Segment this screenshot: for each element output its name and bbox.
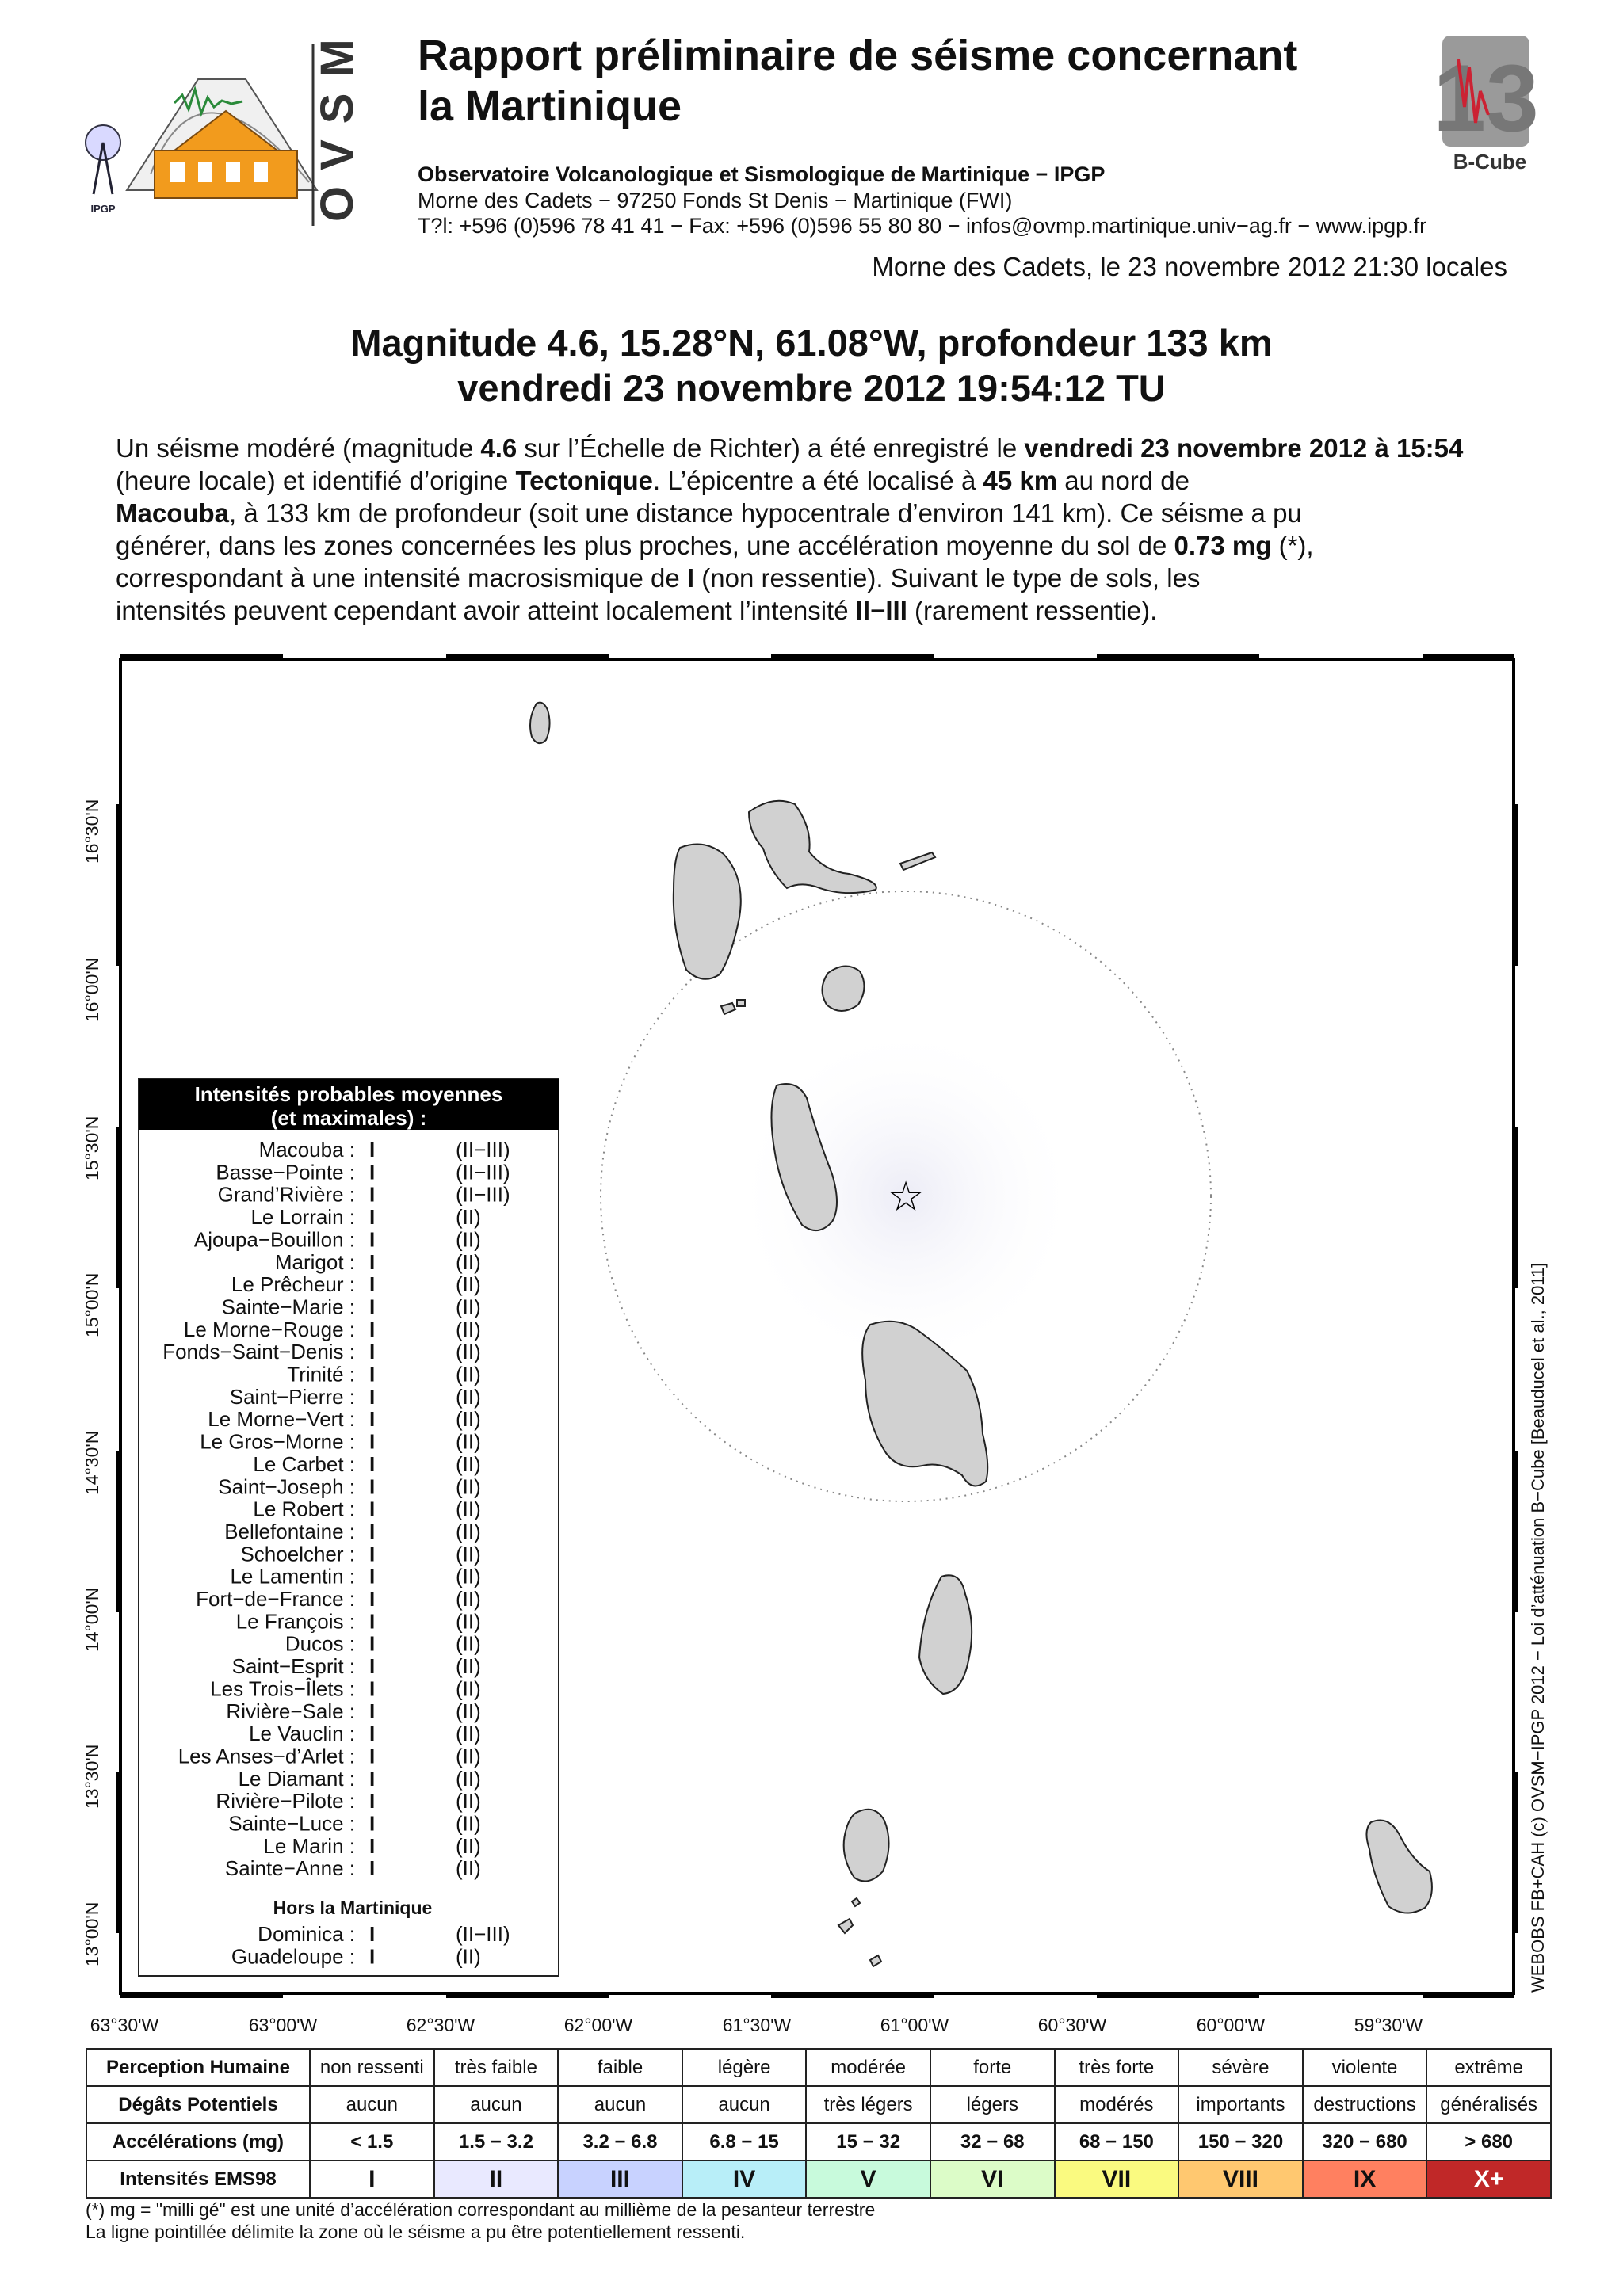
ems98-intensity-table [86, 2048, 1552, 2199]
perception-label: Perception Humaine [86, 2049, 310, 2086]
legend-intensity-max: (II) [456, 1249, 481, 1274]
legend-intensity-max: (II) [456, 1407, 481, 1432]
intensity-cell: IV [682, 2161, 807, 2198]
intensity-cell: II [434, 2161, 559, 2198]
intensity-cell: VI [930, 2161, 1055, 2198]
lat-label-14-30: 14°30'N [82, 1430, 102, 1495]
lat-label-16-30: 16°30'N [82, 799, 102, 864]
legend-intensity-value: I [369, 1295, 376, 1319]
intensity-cell: IX [1303, 2161, 1427, 2198]
legend-intensity-value: I [369, 1519, 376, 1543]
legend-intensity-max: (II−III) [456, 1160, 510, 1184]
legend-location-name: Basse−Pointe : [216, 1160, 355, 1184]
legend-intensity-max: (II) [456, 1744, 481, 1768]
intensity-cell: I [310, 2161, 434, 2198]
lon-label-62-00: 62°00'W [563, 2015, 633, 2035]
lat-label-13-30: 13°30'N [82, 1744, 102, 1809]
lon-label-59-30: 59°30'W [1354, 2015, 1423, 2035]
observatory-name: Observatoire Volcanologique et Sismologique de Martinique − IPGP [418, 162, 1106, 186]
legend-intensity-max: (II) [456, 1340, 481, 1364]
legend-intensity-max: (II) [456, 1631, 481, 1656]
intensity-cell: V [806, 2161, 930, 2198]
headline-magnitude: Magnitude 4.6, 15.28°N, 61.08°W, profondeur 133 km [350, 322, 1273, 364]
island-montserrat [530, 703, 550, 744]
acceleration-row [86, 2123, 1551, 2161]
epicenter-star-icon: ☆ [887, 1173, 925, 1221]
legend-location-name: Rivière−Pilote : [216, 1789, 355, 1814]
table-cell: > 680 [1426, 2123, 1551, 2161]
island-saint-vincent [844, 1810, 889, 1882]
legend-intensity-value: I [369, 1227, 376, 1252]
legend-intensity-max: (II) [456, 1295, 481, 1319]
legend-location-name: Le Morne−Rouge : [183, 1317, 355, 1341]
table-cell: forte [930, 2049, 1055, 2086]
legend-intensity-value: I [369, 1944, 376, 1969]
intensity-cell: X+ [1426, 2161, 1551, 2198]
legend-intensity-max: (II−III) [456, 1138, 510, 1161]
legend-intensity-value: I [369, 1789, 376, 1814]
table-cell: aucun [310, 2086, 434, 2123]
headline-date: vendredi 23 novembre 2012 19:54:12 TU [457, 367, 1166, 409]
table-cell: 32 − 68 [930, 2123, 1055, 2161]
legend-location-name: Macouba : [258, 1138, 355, 1161]
legend-intensity-value: I [369, 1856, 376, 1881]
legend-intensity-max: (II) [456, 1654, 481, 1679]
damage-row [86, 2086, 1551, 2123]
lon-label-61-00: 61°00'W [880, 2015, 949, 2035]
legend-location-name: Trinité : [287, 1362, 355, 1386]
legend-location-name: Le François : [235, 1609, 355, 1634]
footnote-mg: (*) mg = "milli gé" est une unité d’accélération correspondant au millième de la pesanteur terrestre [86, 2199, 876, 2220]
table-cell: 6.8 − 15 [682, 2123, 807, 2161]
table-cell: aucun [434, 2086, 559, 2123]
legend-intensity-value: I [369, 1160, 376, 1184]
legend-intensity-max: (II) [456, 1317, 481, 1341]
legend-intensity-max: (II) [456, 1227, 481, 1252]
table-cell: 1.5 − 3.2 [434, 2123, 559, 2161]
legend-location-name: Les Anses−d’Arlet : [178, 1744, 355, 1768]
legend-intensity-value: I [369, 1722, 376, 1746]
table-cell: 320 − 680 [1303, 2123, 1427, 2161]
legend-location-name: Les Trois−Îlets : [210, 1676, 355, 1701]
lat-label-13-00: 13°00'N [82, 1901, 102, 1966]
lon-label-60-30: 60°30'W [1037, 2015, 1107, 2035]
legend-intensity-max: (II) [456, 1272, 481, 1297]
legend-title-line-2: (et maximales) : [270, 1106, 427, 1130]
footnote-dotted-line: La ligne pointillée délimite la zone où le séisme a pu être potentiellement ressenti. [86, 2222, 746, 2242]
legend-intensity-max: (II) [456, 1564, 481, 1589]
lon-label-61-30: 61°30'W [722, 2015, 792, 2035]
legend-intensity-max: (II) [456, 1833, 481, 1858]
legend-intensity-max: (II) [456, 1497, 481, 1521]
legend-location-name: Le Morne−Vert : [208, 1407, 355, 1432]
legend-intensity-value: I [369, 1744, 376, 1768]
legend-location-name: Sainte−Anne : [224, 1856, 355, 1881]
legend-intensity-value: I [369, 1317, 376, 1341]
perception-row [86, 2049, 1551, 2086]
legend-intensity-value: I [369, 1631, 376, 1656]
intensity-cell: III [558, 2161, 682, 2198]
legend-intensity-max: (II) [456, 1722, 481, 1746]
table-cell: < 1.5 [310, 2123, 434, 2161]
lon-label-63-30: 63°30'W [90, 2015, 159, 2035]
legend-intensity-value: I [369, 1811, 376, 1836]
lat-label-16-00: 16°00'N [82, 957, 102, 1022]
legend-location-name: Guadeloupe : [231, 1944, 355, 1969]
table-cell: aucun [558, 2086, 682, 2123]
legend-intensity-value: I [369, 1676, 376, 1701]
table-cell: importants [1178, 2086, 1303, 2123]
table-cell: très faible [434, 2049, 559, 2086]
intensity-row [86, 2161, 1551, 2198]
legend-location-name: Saint−Pierre : [229, 1384, 355, 1409]
event-description: Un séisme modéré (magnitude 4.6 sur l’Échelle de Richter) a été enregistré le vendredi 23 novembre 2012 à 15:54 (heure locale) et identifié d’origine Tectonique. L’épicentre a été localisé à 45 km au nord de Macouba, à 133 km de profondeur (soit une distance hypocentrale d’environ 141 km). Ce séisme a pu générer, dans les zones concernées les plus proches, une accélération moyenne du sol de 0.73 mg (*), correspondant à une intensité macrosismique de I (non ressentie). Suivant le type de sols, les intensités peuvent cependant avoir atteint localement l’intensité II−III (rarement ressentie). [116, 433, 1464, 625]
legend-title-line-1: Intensités probables moyennes [194, 1082, 503, 1106]
legend-intensity-value: I [369, 1609, 376, 1634]
legend-intensity-max: (II) [456, 1699, 481, 1723]
table-cell: 150 − 320 [1178, 2123, 1303, 2161]
lat-label-14-00: 14°00'N [82, 1587, 102, 1652]
legend-intensity-max: (II) [456, 1474, 481, 1499]
legend-intensity-max: (II) [456, 1519, 481, 1543]
lon-label-63-00: 63°00'W [248, 2015, 318, 2035]
table-cell: très forte [1055, 2049, 1179, 2086]
table-cell: modérée [806, 2049, 930, 2086]
legend-intensity-max: (II) [456, 1429, 481, 1454]
legend-location-name: Saint−Joseph : [218, 1474, 355, 1499]
legend-location-name: Le Robert : [253, 1497, 355, 1521]
table-cell: destructions [1303, 2086, 1427, 2123]
legend-location-name: Le Lamentin : [230, 1564, 355, 1589]
legend-intensity-max: (II) [456, 1542, 481, 1566]
legend-intensity-value: I [369, 1340, 376, 1364]
damage-label: Dégâts Potentiels [86, 2086, 310, 2123]
legend-intensity-value: I [369, 1587, 376, 1611]
legend-location-name: Le Lorrain : [250, 1205, 355, 1230]
lat-label-15-00: 15°00'N [82, 1272, 102, 1337]
legend-intensity-max: (II) [456, 1811, 481, 1836]
report-title-line-1: Rapport préliminaire de séisme concernant [418, 32, 1298, 79]
lon-label-60-00: 60°00'W [1196, 2015, 1266, 2035]
legend-intensity-value: I [369, 1205, 376, 1230]
legend-intensity-value: I [369, 1182, 376, 1207]
legend-intensity-value: I [369, 1249, 376, 1274]
legend-intensity-max: (II) [456, 1789, 481, 1814]
legend-location-name: Le Diamant : [238, 1766, 355, 1791]
observatory-address: Morne des Cadets − 97250 Fonds St Denis − Martinique (FWI) [418, 189, 1013, 212]
legend-location-name: Le Carbet : [253, 1451, 355, 1476]
legend-intensity-value: I [369, 1922, 376, 1946]
legend-intensity-value: I [369, 1833, 376, 1858]
table-cell: 15 − 32 [806, 2123, 930, 2161]
legend-location-name: Le Prêcheur : [231, 1272, 355, 1297]
legend-intensity-max: (II) [456, 1205, 481, 1230]
table-cell: légers [930, 2086, 1055, 2123]
legend-intensity-max: (II−III) [456, 1922, 510, 1946]
legend-location-name: Le Gros−Morne : [200, 1429, 355, 1454]
legend-intensity-max: (II−III) [456, 1182, 510, 1207]
legend-intensity-value: I [369, 1654, 376, 1679]
legend-intensity-max: (II) [456, 1451, 481, 1476]
legend-location-name: Sainte−Marie : [221, 1295, 355, 1319]
legend-intensity-value: I [369, 1384, 376, 1409]
legend-intensity-value: I [369, 1766, 376, 1791]
legend-intensity-max: (II) [456, 1384, 481, 1409]
legend-intensity-max: (II) [456, 1856, 481, 1881]
svg-text:13: 13 [1433, 45, 1539, 151]
legend-location-name: Schoelcher : [240, 1542, 355, 1566]
table-cell: extrême [1426, 2049, 1551, 2086]
legend-location-name: Rivière−Sale : [226, 1699, 355, 1723]
legend-location-name: Fort−de−France : [196, 1587, 355, 1611]
legend-location-name: Dominica : [258, 1922, 355, 1946]
svg-text:OVSM: OVSM [311, 32, 363, 222]
legend-location-name: Ducos : [285, 1631, 355, 1656]
observatory-contact: T?l: +596 (0)596 78 41 41 − Fax: +596 (0)596 55 80 80 − infos@ovmp.martinique.univ−ag.fr − www.ipgp.fr [418, 214, 1427, 238]
intensity-cell: VII [1055, 2161, 1179, 2198]
svg-text:IPGP: IPGP [90, 203, 116, 215]
legend-location-name: Bellefontaine : [224, 1519, 355, 1543]
lat-label-15-30: 15°30'N [82, 1116, 102, 1180]
legend-location-name: Grand’Rivière : [217, 1182, 355, 1207]
legend-intensity-value: I [369, 1272, 376, 1297]
lon-label-62-30: 62°30'W [406, 2015, 475, 2035]
table-cell: 3.2 − 6.8 [558, 2123, 682, 2161]
table-cell: légère [682, 2049, 807, 2086]
legend-intensity-value: I [369, 1564, 376, 1589]
table-cell: 68 − 150 [1055, 2123, 1179, 2161]
intensity-label: Intensités EMS98 [86, 2161, 310, 2198]
legend-intensity-value: I [369, 1542, 376, 1566]
legend-intensity-value: I [369, 1497, 376, 1521]
table-cell: violente [1303, 2049, 1427, 2086]
legend-intensity-max: (II) [456, 1587, 481, 1611]
legend-intensity-max: (II) [456, 1362, 481, 1386]
legend-intensity-value: I [369, 1451, 376, 1476]
legend-location-name: Marigot : [274, 1249, 355, 1274]
svg-text:B-Cube: B-Cube [1453, 150, 1527, 174]
legend-location-name: Sainte−Luce : [228, 1811, 355, 1836]
table-cell: généralisés [1426, 2086, 1551, 2123]
legend-intensity-max: (II) [456, 1676, 481, 1701]
table-cell: très légers [806, 2086, 930, 2123]
legend-intensity-value: I [369, 1699, 376, 1723]
legend-intensity-value: I [369, 1138, 376, 1161]
table-cell: non ressenti [310, 2049, 434, 2086]
legend-intensity-value: I [369, 1474, 376, 1499]
legend-intensity-value: I [369, 1429, 376, 1454]
legend-intensity-value: I [369, 1407, 376, 1432]
report-date: Morne des Cadets, le 23 novembre 2012 21:30 locales [872, 252, 1507, 281]
legend-intensity-max: (II) [456, 1766, 481, 1791]
acceleration-label: Accélérations (mg) [86, 2123, 310, 2161]
island-marie-galante [822, 966, 864, 1011]
legend-outside-title: Hors la Martinique [273, 1897, 433, 1918]
table-cell: modérés [1055, 2086, 1179, 2123]
table-cell: sévère [1178, 2049, 1303, 2086]
intensity-legend [139, 1079, 559, 1976]
legend-location-name: Ajoupa−Bouillon : [193, 1227, 355, 1252]
legend-location-name: Saint−Esprit : [231, 1654, 355, 1679]
intensity-cell: VIII [1178, 2161, 1303, 2198]
legend-location-name: Fonds−Saint−Denis : [162, 1340, 355, 1364]
map-credit: WEBOBS FB+CAH (c) OVSM−IPGP 2012 − Loi d’atténuation B−Cube [Beauducel et al., 2011] [1528, 1262, 1548, 1993]
legend-intensity-value: I [369, 1362, 376, 1386]
table-cell: faible [558, 2049, 682, 2086]
legend-location-name: Le Vauclin : [249, 1722, 355, 1746]
legend-intensity-max: (II) [456, 1609, 481, 1634]
legend-intensity-max: (II) [456, 1944, 481, 1969]
table-cell: aucun [682, 2086, 807, 2123]
report-title-line-2: la Martinique [418, 82, 682, 130]
legend-location-name: Le Marin : [263, 1833, 355, 1858]
